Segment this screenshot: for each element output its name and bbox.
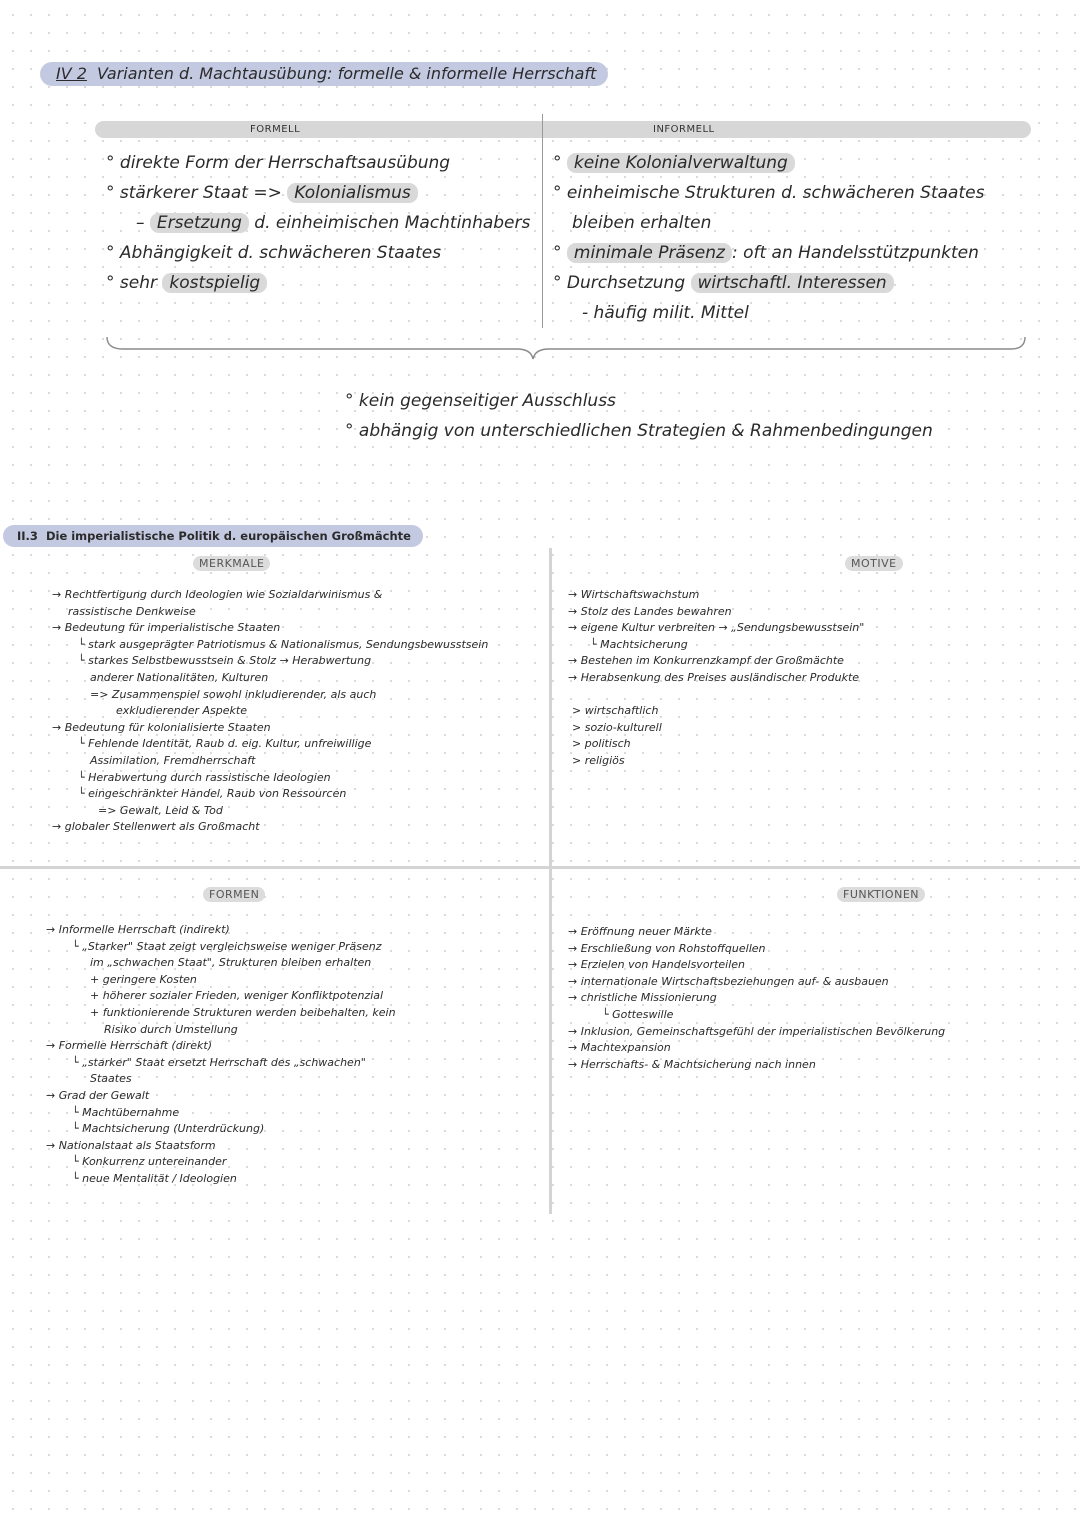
list-item: → Formelle Herrschaft (direkt) (46, 1039, 213, 1053)
list-item: └ „Starker" Staat zeigt vergleichsweise weniger Präsenz (72, 939, 382, 953)
section-title-imperialism (3, 525, 423, 547)
list-item: → Herabsenkung des Preises ausländischer Produkte (568, 670, 860, 684)
funktionen-list (568, 924, 945, 1073)
highlight: Ersetzung (150, 213, 249, 233)
highlight: keine Kolonialverwaltung (567, 153, 795, 173)
list-item: └ Machtsicherung (Unterdrückung) (72, 1122, 265, 1136)
quadrant-horizontal-divider (0, 866, 1080, 869)
list-item: └ „starker" Staat ersetzt Herrschaft des „schwachen" (72, 1055, 366, 1069)
list-item: => Gewalt, Leid & Tod (98, 803, 223, 817)
list-item: Staates (90, 1072, 132, 1086)
list-item: └ Herabwertung durch rassistische Ideologien (78, 770, 331, 784)
conclusion-item: ° abhängig von unterschiedlichen Strategien & Rahmenbedingungen (345, 420, 933, 442)
motive-heading: MOTIVE (845, 556, 903, 571)
section-title-variants (40, 62, 608, 86)
list-item: > sozio-kulturell (572, 720, 662, 734)
list-item: → Wirtschaftswachstum (568, 588, 700, 601)
section-title-text: Die imperialistische Politik d. europäischen Großmächte (45, 529, 411, 543)
list-item: └ eingeschränkter Handel, Raub von Ressourcen (78, 787, 347, 801)
merkmale-list (52, 587, 488, 836)
highlight: Kolonialismus (287, 183, 417, 203)
conclusion-item: ° kein gegenseitiger Ausschluss (345, 390, 616, 412)
list-item: → Erzielen von Handelsvorteilen (568, 958, 745, 972)
funktionen-heading: FUNKTIONEN (837, 887, 925, 902)
list-item: → Eröffnung neuer Märkte (568, 925, 712, 938)
highlight: kostspielig (162, 273, 267, 293)
list-item: + geringere Kosten (90, 972, 197, 986)
list-item: + funktionierende Strukturen werden beibehalten, kein (90, 1005, 396, 1019)
formell-item: – Ersetzung d. einheimischen Machtinhabers (136, 213, 531, 233)
highlight: minimale Präsenz (567, 243, 732, 263)
list-item: └ Konkurrenz untereinander (72, 1155, 227, 1169)
formell-item: ° sehr kostspielig (106, 272, 267, 294)
section-number: II.3 (17, 529, 38, 543)
list-item (568, 687, 864, 704)
column-header-bar (95, 121, 1031, 138)
list-item: rassistische Denkweise (68, 604, 196, 618)
list-item: > politisch (572, 737, 631, 751)
list-item: → Informelle Herrschaft (indirekt) (46, 923, 230, 936)
merkmale-heading: MERKMALE (193, 556, 270, 571)
list-item: anderer Nationalitäten, Kulturen (90, 670, 269, 684)
section-number: IV 2 (56, 64, 87, 83)
list-item: └ Gotteswille (602, 1007, 674, 1021)
list-item: → globaler Stellenwert als Großmacht (52, 820, 260, 834)
list-item: → Erschließung von Rohstoffquellen (568, 941, 766, 955)
list-item: → Stolz des Landes bewahren (568, 604, 732, 618)
formell-item: ° stärkerer Staat => Kolonialismus (106, 182, 418, 204)
list-item: → Bedeutung für kolonialisierte Staaten (52, 720, 271, 734)
list-item: > wirtschaftlich (572, 704, 659, 718)
formell-item: ° direkte Form der Herrschaftsausübung (106, 152, 450, 174)
list-item: exkludierender Aspekte (116, 704, 247, 718)
informell-item: - häufig milit. Mittel (582, 303, 749, 323)
list-item: + höherer sozialer Frieden, weniger Konfliktpotenzial (90, 989, 384, 1003)
informell-item: bleiben erhalten (572, 213, 712, 233)
list-item: → christliche Missionierung (568, 991, 717, 1005)
list-item: → Bestehen im Konkurrenzkampf der Großmächte (568, 654, 844, 668)
formen-heading: FORMEN (203, 887, 265, 902)
informell-heading: INFORMELL (653, 124, 715, 135)
informell-item: ° Durchsetzung wirtschaftl. Interessen (553, 272, 894, 294)
formell-item: ° Abhängigkeit d. schwächeren Staates (106, 242, 441, 264)
list-item: → Rechtfertigung durch Ideologien wie Sozialdarwinismus & (52, 588, 383, 601)
informell-item (553, 152, 795, 174)
list-item: → Grad der Gewalt (46, 1088, 150, 1102)
list-item: Assimilation, Fremdherrschaft (90, 753, 256, 767)
informell-item: ° einheimische Strukturen d. schwächeren Staates (553, 182, 984, 204)
column-divider (542, 114, 543, 328)
list-item: → Machtexpansion (568, 1041, 671, 1055)
list-item: → Inklusion, Gemeinschaftsgefühl der imperialistischen Bevölkerung (568, 1024, 946, 1038)
formen-list (46, 922, 396, 1188)
list-item: └ neue Mentalität / Ideologien (72, 1171, 237, 1185)
highlight: wirtschaftl. Interessen (691, 273, 894, 293)
curly-brace-icon (105, 333, 1030, 363)
list-item: → Bedeutung für imperialistische Staaten (52, 621, 281, 635)
list-item: └ stark ausgeprägter Patriotismus & Nationalismus, Sendungsbewusstsein (78, 637, 489, 651)
list-item: → internationale Wirtschaftsbeziehungen auf- & ausbauen (568, 974, 889, 988)
section-title-text: Varianten d. Machtausübung: formelle & informelle Herrschaft (96, 64, 597, 83)
list-item: → Nationalstaat als Staatsform (46, 1138, 216, 1152)
list-item: Risiko durch Umstellung (104, 1022, 238, 1036)
list-item: → Herrschafts- & Machtsicherung nach innen (568, 1057, 816, 1071)
list-item: im „schwachen Staat", Strukturen bleiben erhalten (90, 956, 372, 970)
list-item: → eigene Kultur verbreiten → „Sendungsbewusstsein" (568, 621, 865, 635)
list-item: └ starkes Selbstbewusstsein & Stolz → Herabwertung (78, 654, 372, 668)
list-item: > religiös (572, 753, 625, 767)
quadrant-vertical-divider (549, 548, 552, 1214)
list-item: => Zusammenspiel sowohl inkludierender, als auch (90, 687, 377, 701)
informell-item: ° minimale Präsenz : oft an Handelsstützpunkten (553, 242, 979, 264)
list-item: └ Machtsicherung (590, 637, 688, 651)
list-item: └ Machtübernahme (72, 1105, 180, 1119)
motive-list (568, 587, 864, 770)
list-item: └ Fehlende Identität, Raub d. eig. Kultur, unfreiwillige (78, 737, 372, 751)
formell-heading: FORMELL (250, 124, 301, 135)
